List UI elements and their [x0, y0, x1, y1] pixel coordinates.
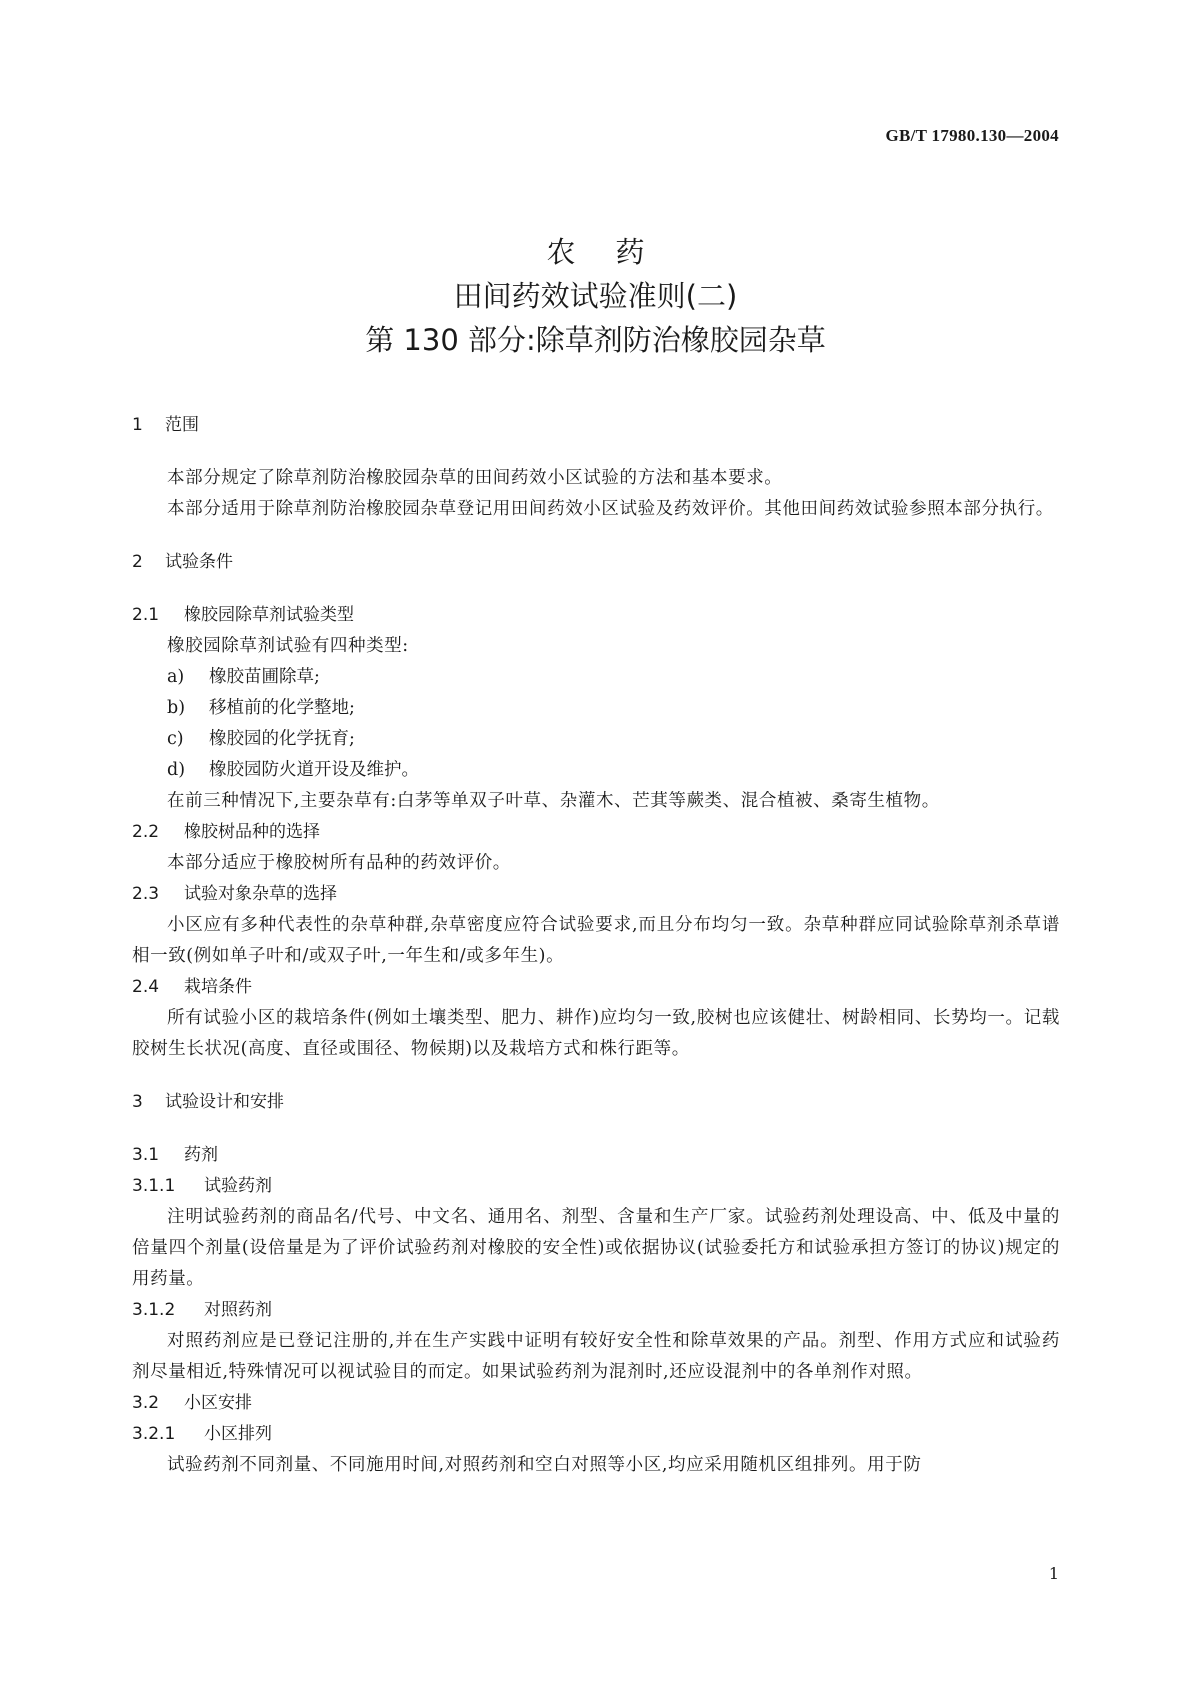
subsection-number: 2.3 — [132, 884, 160, 904]
subsection-title: 试验药剂 — [204, 1176, 272, 1196]
paragraph: 对照药剂应是已登记注册的,并在生产实践中证明有较好安全性和除草效果的产品。剂型、作用方式应和试验药剂尽量相近,特殊情况可以视试验目的而定。如果试验药剂为混剂时,还应设混剂中的各单剂作对照。 — [132, 1331, 1060, 1382]
list-item — [132, 662, 1060, 693]
paragraph: 本部分适用于除草剂防治橡胶园杂草登记用田间药效小区试验及药效评价。其他田间药效试验参照本部分执行。 — [167, 499, 1054, 519]
page-number: 1 — [1048, 1564, 1059, 1583]
subsection-number: 2.1 — [132, 605, 160, 625]
list-text: 橡胶苗圃除草; — [209, 667, 320, 687]
subsection-title: 试验对象杂草的选择 — [184, 884, 337, 904]
subsection-number: 3.2.1 — [132, 1424, 176, 1444]
subsection-3-2-1-heading — [132, 1419, 1060, 1450]
subsection-number: 3.1.2 — [132, 1300, 176, 1320]
title-line-1: 农药 — [546, 235, 685, 269]
paragraph: 橡胶园除草剂试验有四种类型: — [167, 636, 409, 656]
subsection-2-2-heading — [132, 817, 1060, 848]
standard-number: GB/T 17980.130—2004 — [885, 126, 1059, 145]
section-title: 试验条件 — [165, 552, 233, 572]
document-body — [132, 410, 1060, 1481]
section-title: 范围 — [165, 415, 199, 435]
subsection-title: 橡胶园除草剂试验类型 — [184, 605, 354, 625]
list-text: 橡胶园的化学抚育; — [209, 729, 355, 749]
subsection-title: 小区排列 — [204, 1424, 272, 1444]
paragraph: 本部分规定了除草剂防治橡胶园杂草的田间药效小区试验的方法和基本要求。 — [167, 468, 783, 488]
list-label: c) — [167, 729, 184, 749]
paragraph: 在前三种情况下,主要杂草有:白茅等单双子叶草、杂灌木、芒萁等蕨类、混合植被、桑寄生植物。 — [167, 791, 940, 811]
subsection-2-3-heading — [132, 879, 1060, 910]
subsection-3-1-2-heading — [132, 1295, 1060, 1326]
paragraph: 小区应有多种代表性的杂草种群,杂草密度应符合试验要求,而且分布均匀一致。杂草种群应同试验除草剂杀草谱相一致(例如单子叶和/或双子叶,一年生和/或多年生)。 — [132, 915, 1060, 966]
subsection-title: 药剂 — [184, 1145, 218, 1165]
subsection-title: 对照药剂 — [204, 1300, 272, 1320]
list-label: a) — [167, 667, 185, 687]
paragraph: 试验药剂不同剂量、不同施用时间,对照药剂和空白对照等小区,均应采用随机区组排列。用于防 — [167, 1455, 922, 1475]
list-item — [132, 755, 1060, 786]
subsection-number: 2.4 — [132, 977, 160, 997]
list-item — [132, 693, 1060, 724]
section-number: 1 — [132, 415, 143, 435]
section-title: 试验设计和安排 — [165, 1092, 284, 1112]
subsection-title: 小区安排 — [184, 1393, 252, 1413]
paragraph: 所有试验小区的栽培条件(例如土壤类型、肥力、耕作)应均匀一致,胶树也应该健壮、树龄相同、长势均一。记载胶树生长状况(高度、直径或围径、物候期)以及栽培方式和株行距等。 — [132, 1008, 1060, 1059]
paragraph: 注明试验药剂的商品名/代号、中文名、通用名、剂型、含量和生产厂家。试验药剂处理设高、中、低及中量的倍量四个剂量(设倍量是为了评价试验药剂对橡胶的安全性)或依据协议(试验委托方和试验承担方签订的协议)规定的用药量。 — [132, 1207, 1060, 1289]
section-2-heading — [132, 547, 1060, 578]
title-line-2: 田间药效试验准则(二) — [453, 279, 738, 313]
subsection-3-2-heading — [132, 1388, 1060, 1419]
list-item — [132, 724, 1060, 755]
list-text: 移植前的化学整地; — [209, 698, 355, 718]
subsection-3-1-1-heading — [132, 1171, 1060, 1202]
subsection-2-4-heading — [132, 972, 1060, 1003]
section-1-heading — [132, 410, 1060, 441]
list-text: 橡胶园防火道开设及维护。 — [209, 760, 419, 780]
list-label: d) — [167, 760, 186, 780]
section-3-heading — [132, 1087, 1060, 1118]
subsection-2-1-heading — [132, 600, 1060, 631]
list-label: b) — [167, 698, 186, 718]
paragraph: 本部分适应于橡胶树所有品种的药效评价。 — [167, 853, 511, 873]
subsection-title: 栽培条件 — [184, 977, 252, 997]
subsection-number: 3.1.1 — [132, 1176, 176, 1196]
subsection-number: 3.1 — [132, 1145, 160, 1165]
title-line-3: 第 130 部分:除草剂防治橡胶园杂草 — [365, 323, 826, 357]
subsection-number: 3.2 — [132, 1393, 160, 1413]
section-number: 3 — [132, 1092, 143, 1112]
subsection-title: 橡胶树品种的选择 — [184, 822, 320, 842]
subsection-3-1-heading — [132, 1140, 1060, 1171]
section-number: 2 — [132, 552, 143, 572]
subsection-number: 2.2 — [132, 822, 160, 842]
